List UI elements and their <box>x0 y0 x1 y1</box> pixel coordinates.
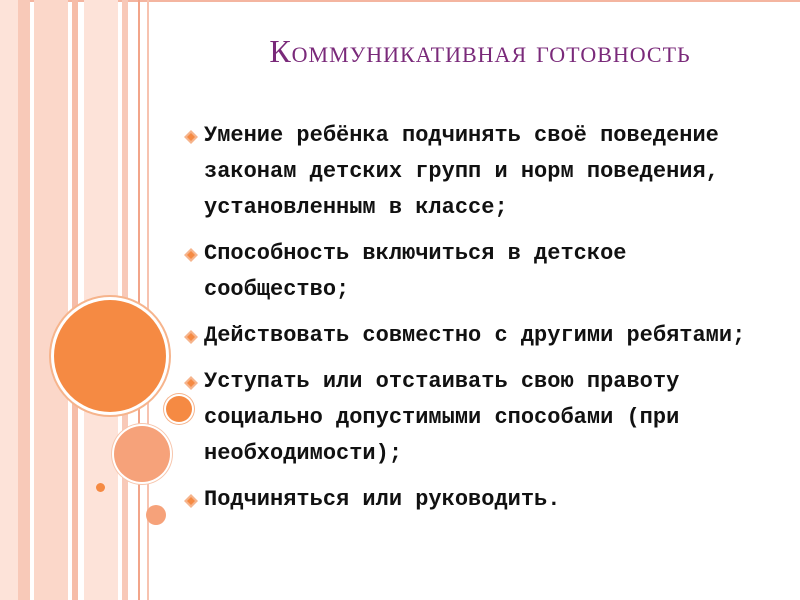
diamond-bullet-icon <box>184 248 198 262</box>
bullet-text: Подчиняться или руководить. <box>204 487 561 512</box>
diamond-bullet-icon <box>184 494 198 508</box>
bullet-item <box>182 318 782 354</box>
decor-stripe <box>122 0 128 600</box>
decor-stripe <box>18 0 30 600</box>
bullet-text: Уступать или отстаивать свою правоту социально допустимыми способами (при необходимости); <box>204 369 680 466</box>
bullet-item <box>182 482 782 518</box>
decor-circle-tiny <box>96 483 105 492</box>
bullet-item <box>182 236 782 308</box>
decor-stripe <box>138 0 140 600</box>
slide-title: Коммуникативная готовность <box>269 33 691 69</box>
bullet-item <box>182 118 782 226</box>
bullet-text: Способность включиться в детское сообщество; <box>204 241 627 302</box>
top-border-line <box>0 0 800 2</box>
diamond-bullet-icon <box>184 376 198 390</box>
decor-circle-medium <box>114 426 170 482</box>
decor-stripe <box>0 0 18 600</box>
decor-circle-large <box>54 300 166 412</box>
decor-circle-small <box>146 505 166 525</box>
decor-stripe <box>34 0 68 600</box>
diamond-bullet-icon <box>184 330 198 344</box>
bullet-item <box>182 364 782 472</box>
bullet-text: Действовать совместно с другими ребятами; <box>204 323 746 348</box>
decor-stripe <box>72 0 78 600</box>
bullet-list <box>182 118 782 528</box>
diamond-bullet-icon <box>184 130 198 144</box>
bullet-text: Умение ребёнка подчинять своё поведение законам детских групп и норм поведения, установленным в классе; <box>204 123 719 220</box>
